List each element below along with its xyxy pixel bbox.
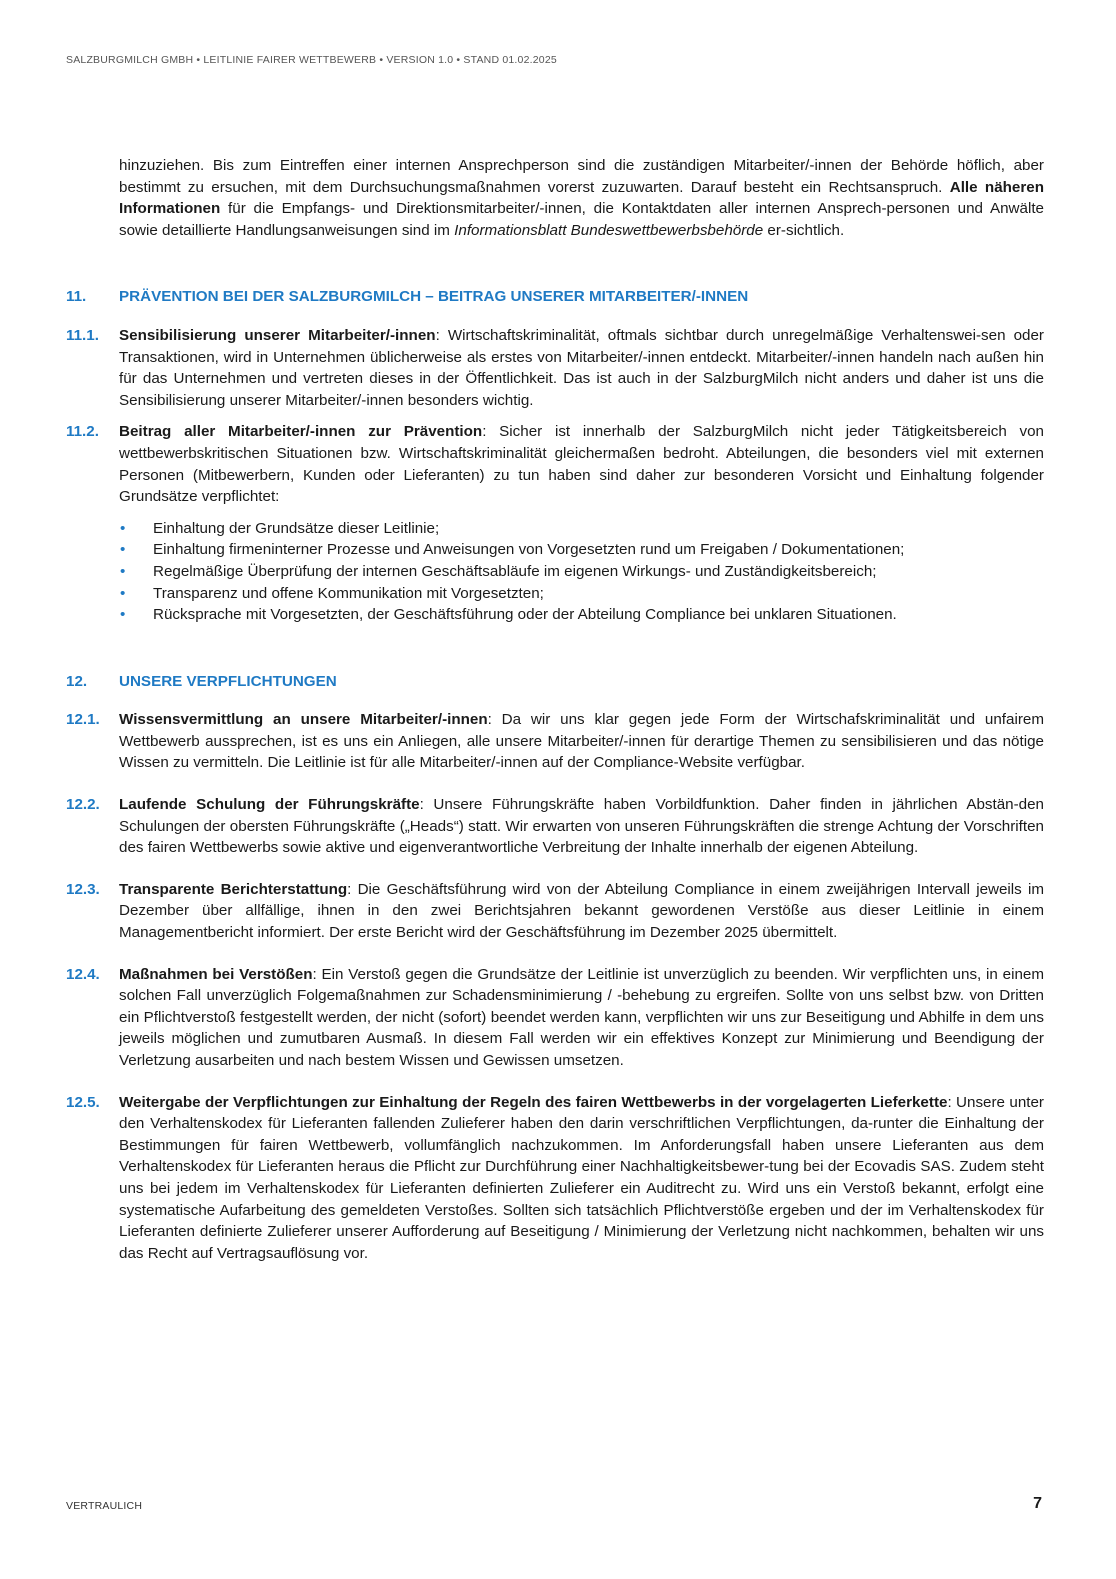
section-number: 12. xyxy=(66,672,88,690)
clause-12-4 xyxy=(66,964,1044,1072)
intro-text: hinzuziehen. Bis zum Eintreffen einer internen Ansprechperson sind die zuständigen Mitarbeiter/-innen der Behörde höflich, aber bestimmt zu ersuchen, mit dem Durchsuchungsmaßnahmen vorerst zuzuwarten. Darauf besteht ein Rechtsanspruch. xyxy=(119,157,1044,196)
section-heading xyxy=(66,286,1044,308)
clause-text: : Da wir uns klar gegen jede Form der Wirtschafskriminalität und unfairem Wettbewerb aussprechen, ist es uns ein Anliegen, alle unsere Mitarbeiter/-innen für derartige Themen zu sensibilisieren und das nötige Wissen zu vermitteln. Die Leitlinie ist für alle Mitarbeiter/-innen auf der Compliance-Website verfügbar. xyxy=(119,711,1044,772)
section-11 xyxy=(66,286,1044,625)
clause-12-5 xyxy=(66,1092,1044,1265)
intro-text-2: für die Empfangs- und Direktionsmitarbeiter/-innen, die Kontaktdaten aller internen Ansprech-personen und Anwälte sowie detaillierte Handlungsanweisungen sind im xyxy=(119,200,1044,239)
clause-text: : Ein Verstoß gegen die Grundsätze der Leitlinie ist unverzüglich zu beenden. Wir verpflichten uns, in einem solchen Fall unverzüglich Folgemaßnahmen zur Schadensminimierung / -behebung zu ergreifen. Sollte von uns selbst bzw. von Dritten ein Pflichtverstoß festgestellt werden, der nicht (sofort) beendet werden kann, verpflichten wir uns zur Beseitigung und Abhilfe in dem uns jeweils möglichen und zumutbaren Ausmaß. In diesem Fall werden wir ein effektives Konzept zur Minimierung und Beendigung der Verletzung ausarbeiten und nach bestem Wissen und Gewissen umsetzen. xyxy=(119,965,1044,1069)
clause-text: : Unsere unter den Verhaltenskodex für Lieferanten fallenden Zulieferer haben den darin verschriftlichen Verpflichtungen, da-runter die Einhaltung der Bestimmungen für fairen Wettbewerb, vollumfänglich nachzukommen. Im Anforderungsfall haben unsere Lieferanten aus dem Verhaltenskodex für Lieferanten heraus die Pflicht zur Durchführung einer Nachhaltigkeitsbewer-tung bei der Ecovadis SAS. Zudem steht uns bei jedem im Verhaltenskodex für Lieferanten definierten Zulieferer ein Auditrecht zu. Wird uns ein Verstoß bekannt, erfolgt eine systematische Aufarbeitung des gemeldeten Verstoßes. Sollten sich tatsächlich Pflichtverstöße ergeben und der im Verhaltenskodex für Lieferanten definierte Zulieferer unserer Aufforderung auf Beseitigung / Minimierung der Verletzung nicht nachkommen, behalten wir uns das Recht auf Vertragsauflösung vor. xyxy=(119,1093,1044,1262)
clause-body xyxy=(119,709,1044,774)
list-item-text: Einhaltung firmeninterner Prozesse und Anweisungen von Vorgesetzten rund um Freigaben / Dokumentationen; xyxy=(153,541,905,559)
confidential-label: VERTRAULICH xyxy=(66,1500,143,1512)
clause-number: 12.4. xyxy=(66,965,100,983)
clause-number: 12.5. xyxy=(66,1093,100,1111)
list-item-text: Einhaltung der Grundsätze dieser Leitlinie; xyxy=(153,519,440,537)
list-item xyxy=(119,561,1044,583)
clause-title: Transparente Berichterstattung xyxy=(119,880,348,898)
page-content xyxy=(66,155,1044,1284)
bullet-icon: • xyxy=(120,606,126,624)
clause-body xyxy=(119,421,1044,625)
clause-number: 12.1. xyxy=(66,711,100,729)
bullet-icon: • xyxy=(120,519,126,537)
list-item-text: Rücksprache mit Vorgesetzten, der Geschäftsführung oder der Abteilung Compliance bei unklaren Situationen. xyxy=(153,606,897,624)
clause-title: Beitrag aller Mitarbeiter/-innen zur Prävention xyxy=(119,423,483,441)
bullet-list xyxy=(119,518,1044,626)
bullet-icon: • xyxy=(120,541,126,559)
clause-title: Sensibilisierung unserer Mitarbeiter/-innen xyxy=(119,326,436,344)
running-header: SALZBURGMILCH GMBH • LEITLINIE FAIRER WETTBEWERB • VERSION 1.0 • STAND 01.02.2025 xyxy=(66,54,557,66)
clause-12-3 xyxy=(66,879,1044,944)
clause-number: 11.1. xyxy=(66,326,99,344)
clause-title: Laufende Schulung der Führungskräfte xyxy=(119,796,420,814)
intro-text-3: er-sichtlich. xyxy=(763,221,845,239)
clause-12-1 xyxy=(66,709,1044,774)
clause-text: : Die Geschäftsführung wird von der Abteilung Compliance in einem zweijährigen Intervall jeweils im Dezember über allfällige, ihnen in den zwei Berichtsjahren bekannt gewordenen Verstöße aus dieser Leitlinie in einem Managementbericht informiert. Der erste Bericht wird der Geschäftsführung im Dezember 2025 übermittelt. xyxy=(119,880,1045,942)
bullet-icon: • xyxy=(120,584,126,602)
clause-11-2 xyxy=(66,421,1044,625)
clause-number: 11.2. xyxy=(66,423,99,441)
clause-body xyxy=(119,879,1044,944)
clause-12-2 xyxy=(66,794,1044,859)
list-item xyxy=(119,539,1044,561)
clause-body xyxy=(119,325,1044,411)
clause-body xyxy=(119,1092,1044,1265)
clause-body xyxy=(119,964,1044,1072)
clause-title: Wissensvermittlung an unsere Mitarbeiter/-innen xyxy=(119,711,488,729)
section-heading xyxy=(66,671,1044,693)
intro-italic: Informationsblatt Bundeswettbewerbsbehörde xyxy=(454,221,764,239)
clause-title: Maßnahmen bei Verstößen xyxy=(119,965,313,983)
section-12 xyxy=(66,671,1044,1265)
section-title: PRÄVENTION BEI DER SALZBURGMILCH – BEITRAG UNSERER MITARBEITER/-INNEN xyxy=(119,288,749,306)
clause-text: : Sicher ist innerhalb der SalzburgMilch nicht jeder Tätigkeitsbereich von wettbewerbskritischen Situationen bzw. Wirtschaftskriminalität gleichermaßen bedroht. Abteilungen, die besonders viel mit externen Personen (Mitbewerbern, Kunden oder Lieferanten) zu tun haben sind daher zur besonderen Vorsicht und Einhaltung folgender Grundsätze verpflichtet: xyxy=(119,423,1044,506)
list-item-text: Regelmäßige Überprüfung der internen Geschäftsabläufe im eigenen Wirkungs- und Zuständigkeitsbereich; xyxy=(153,562,877,580)
intro-bold: Alle näheren Informationen xyxy=(119,178,1044,218)
clause-text: : Unsere Führungskräfte haben Vorbildfunktion. Daher finden in jährlichen Abstän-den Schulungen der obersten Führungskräfte („Heads“) statt. Wir erwarten von unseren Führungskräften die strenge Achtung der Vorschriften des fairen Wettbewerbs sowie aktive und eigenverantwortliche Verbreitung der Inhalte innerhalb der eigenen Abteilung. xyxy=(119,796,1044,857)
intro-paragraph xyxy=(119,155,1044,241)
clause-number: 12.2. xyxy=(66,796,100,814)
section-number: 11. xyxy=(66,288,87,306)
list-item xyxy=(119,518,1044,540)
clause-title: Weitergabe der Verpflichtungen zur Einhaltung der Regeln des fairen Wettbewerbs in der vorgelagerten Lieferkette xyxy=(119,1093,948,1111)
clause-11-1 xyxy=(66,325,1044,411)
list-item xyxy=(119,583,1044,605)
bullet-icon: • xyxy=(120,562,126,580)
list-item xyxy=(119,604,1044,626)
clause-body xyxy=(119,794,1044,859)
clause-text: : Wirtschaftskriminalität, oftmals sichtbar durch unregelmäßige Verhaltenswei-sen oder Transaktionen, wird in Unternehmen üblicherweise als erstes von Mitarbeiter/-innen entdeckt. Mitarbeiter/-innen handeln nach außen hin für das Unternehmen und vertreten dieses in der Öffentlichkeit. Das ist auch in der SalzburgMilch nicht anders und daher ist uns die Sensibilisierung unserer Mitarbeiter/-innen besonders wichtig. xyxy=(119,326,1044,409)
section-title: UNSERE VERPFLICHTUNGEN xyxy=(119,672,337,690)
page-number: 7 xyxy=(1033,1495,1042,1512)
list-item-text: Transparenz und offene Kommunikation mit Vorgesetzten; xyxy=(153,584,544,602)
clause-number: 12.3. xyxy=(66,880,100,898)
